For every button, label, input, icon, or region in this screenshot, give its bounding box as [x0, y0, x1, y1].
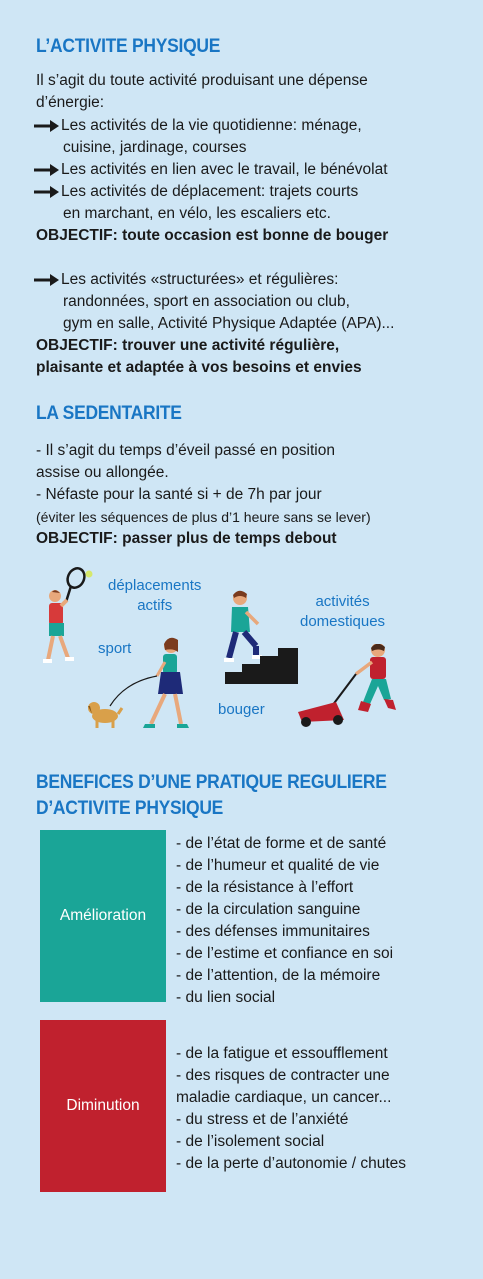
intro-line-2: d’énergie:	[36, 94, 105, 111]
label-deplacements-actifs	[108, 576, 201, 616]
activity-item-label: Les activités en lien avec le travail, le bénévolat	[61, 161, 388, 178]
sedentarite-line-2: assise ou allongée.	[36, 464, 169, 481]
sedentarite-line-4: (éviter les séquences de plus d’1 heure sans se lever)	[36, 509, 371, 525]
section-title-benefices-2: D’ACTIVITE PHYSIQUE	[36, 798, 224, 819]
diminution-label: Diminution	[66, 1097, 140, 1114]
objective-3	[36, 528, 337, 550]
objective-2	[36, 335, 339, 357]
amelioration-label: Amélioration	[59, 907, 147, 924]
label-line: activités	[315, 593, 370, 610]
list-item: maladie cardiaque, un cancer...	[176, 1089, 392, 1106]
lawn-mower-illustration	[292, 644, 412, 730]
arrow-right-icon	[33, 159, 61, 181]
activity-item-quotidienne	[33, 115, 362, 137]
label-line: actifs	[137, 597, 173, 614]
list-item: - de la circulation sanguine	[176, 901, 361, 918]
objective-label: OBJECTIF:	[36, 530, 118, 547]
objective-label: OBJECTIF:	[36, 227, 118, 244]
list-item: - du stress et de l’anxiété	[176, 1111, 349, 1128]
arrow-right-icon	[33, 269, 61, 291]
section-title-activite-physique: L’ACTIVITE PHYSIQUE	[36, 36, 221, 57]
label-bouger: bouger	[218, 701, 265, 718]
sedentarite-line-3: - Néfaste pour la santé si + de 7h par jour	[36, 486, 322, 503]
list-item: - de la fatigue et essoufflement	[176, 1045, 388, 1062]
list-item: - de l’isolement social	[176, 1133, 325, 1150]
activity-item-continuation: cuisine, jardinage, courses	[63, 139, 247, 156]
list-item: - de la résistance à l’effort	[176, 879, 354, 896]
diminution-list	[176, 1043, 406, 1175]
stairs-climber-illustration	[222, 586, 302, 684]
amelioration-box	[40, 830, 166, 1002]
objective-label: OBJECTIF:	[36, 337, 118, 354]
objective-text: passer plus de temps debout	[117, 530, 337, 547]
activity-item-continuation: randonnées, sport en association ou club,	[63, 293, 350, 310]
list-item: - de l’estime et confiance en soi	[176, 945, 394, 962]
list-item: - des défenses immunitaires	[176, 923, 370, 940]
activity-item-label: Les activités de la vie quotidienne: ménage,	[61, 117, 362, 134]
label-activites-domestiques	[300, 592, 385, 632]
list-item: - du lien social	[176, 989, 276, 1006]
objective-text: toute occasion est bonne de bouger	[117, 227, 389, 244]
list-item: - de l’attention, de la mémoire	[176, 967, 381, 984]
activity-item-continuation: gym en salle, Activité Physique Adaptée (APA)...	[63, 315, 395, 332]
dog-walker-illustration	[85, 632, 195, 732]
intro-line-1: Il s’agit du toute activité produisant une dépense	[36, 72, 368, 89]
arrow-right-icon	[33, 181, 61, 203]
section-title-benefices-1: BENEFICES D’UNE PRATIQUE REGULIERE	[36, 772, 387, 793]
label-line: domestiques	[300, 613, 386, 630]
label-sport: sport	[98, 640, 132, 657]
objective-1	[36, 225, 388, 247]
list-item: - de l’humeur et qualité de vie	[176, 857, 380, 874]
activity-item-structurees	[33, 269, 338, 291]
activity-item-travail	[33, 159, 388, 181]
list-item: - de la perte d’autonomie / chutes	[176, 1155, 407, 1172]
list-item: - des risques de contracter une	[176, 1067, 390, 1084]
objective-2-continuation: plaisante et adaptée à vos besoins et envies	[36, 359, 362, 376]
diminution-box	[40, 1020, 166, 1192]
amelioration-list	[176, 833, 393, 1009]
activity-item-label: Les activités de déplacement: trajets courts	[61, 183, 359, 200]
activity-item-continuation: en marchant, en vélo, les escaliers etc.	[63, 205, 331, 222]
sedentarite-line-1: - Il s’agit du temps d’éveil passé en position	[36, 442, 335, 459]
label-line: déplacements	[108, 577, 202, 594]
objective-text: trouver une activité régulière,	[117, 337, 340, 354]
section-title-sedentarite: LA SEDENTARITE	[36, 403, 182, 424]
activity-item-deplacement	[33, 181, 358, 203]
list-item: - de l’état de forme et de santé	[176, 835, 387, 852]
arrow-right-icon	[33, 115, 61, 137]
activity-item-label: Les activités «structurées» et régulières:	[61, 271, 339, 288]
